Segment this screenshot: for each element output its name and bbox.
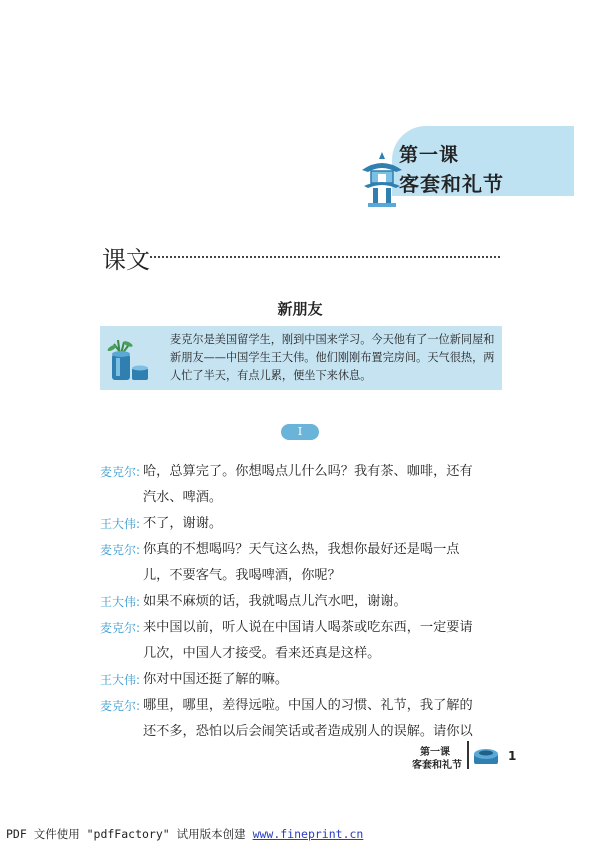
pdf-watermark xyxy=(6,826,363,842)
speech-text xyxy=(143,459,513,511)
page-number: 1 xyxy=(508,749,517,763)
speech-text xyxy=(143,667,513,693)
section-heading: 课文 xyxy=(102,246,150,274)
speech-text xyxy=(143,537,513,589)
footer-divider xyxy=(467,741,469,769)
speaker-label: 麦克尔: xyxy=(100,621,141,635)
speech-text xyxy=(143,589,513,615)
bamboo-vase-icon xyxy=(104,336,154,384)
speaker-label: 麦克尔: xyxy=(100,543,141,557)
speech-line: 哈，总算完了。你想喝点儿什么吗？我有茶、咖啡，还有 xyxy=(143,464,473,479)
lesson-title: 客套和礼节 xyxy=(399,172,504,196)
watermark-link[interactable]: www.fineprint.cn xyxy=(252,827,364,841)
speech-line: 你真的不想喝吗？天气这么热，我想你最好还是喝一点 xyxy=(143,542,460,557)
lesson-number: 第一课 xyxy=(399,144,460,166)
intro-text: 麦克尔是美国留学生，刚到中国来学习。今天他有了一位新同屋和新朋友——中国学生王大伟。他们刚刚布置完房间。天气很热，两人忙了半天，有点儿累，便坐下来休息。 xyxy=(170,333,495,382)
watermark-text: PDF 文件使用 "pdfFactory" 试用版本创建 xyxy=(6,827,246,841)
speech-line: 还不多，恐怕以后会闹笑话或者造成别人的误解。请你以 xyxy=(143,724,473,739)
speech-line: 几次，中国人才接受。看来还真是这样。 xyxy=(143,646,381,661)
speech-text xyxy=(143,615,513,667)
speaker-label: 麦克尔: xyxy=(100,465,141,479)
speaker-label: 王大伟: xyxy=(100,517,141,531)
footer-lesson-number: 第一课 xyxy=(420,747,450,758)
speech-line: 汽水、啤酒。 xyxy=(143,490,223,505)
speech-text xyxy=(143,511,513,537)
speaker-label: 王大伟: xyxy=(100,673,141,687)
speech-text xyxy=(143,693,513,745)
speaker-label: 王大伟: xyxy=(100,595,141,609)
speech-line: 如果不麻烦的话，我就喝点儿汽水吧，谢谢。 xyxy=(143,594,407,609)
speech-line: 儿，不要客气。我喝啤酒，你呢？ xyxy=(143,568,341,583)
speech-line: 哪里，哪里，差得远啦。中国人的习惯、礼节，我了解的 xyxy=(143,698,473,713)
speech-line: 来中国以前，听人说在中国请人喝茶或吃东西，一定要请 xyxy=(143,620,473,635)
part-badge: I xyxy=(281,424,319,440)
section-dotted-rule xyxy=(150,256,500,258)
ink-stone-icon xyxy=(472,742,500,766)
text-title: 新朋友 xyxy=(277,300,323,318)
speech-line: 不了，谢谢。 xyxy=(143,516,223,531)
speech-line: 你对中国还挺了解的嘛。 xyxy=(143,672,289,687)
footer-lesson-title: 客套和礼节 xyxy=(412,760,462,771)
speaker-label: 麦克尔: xyxy=(100,699,141,713)
